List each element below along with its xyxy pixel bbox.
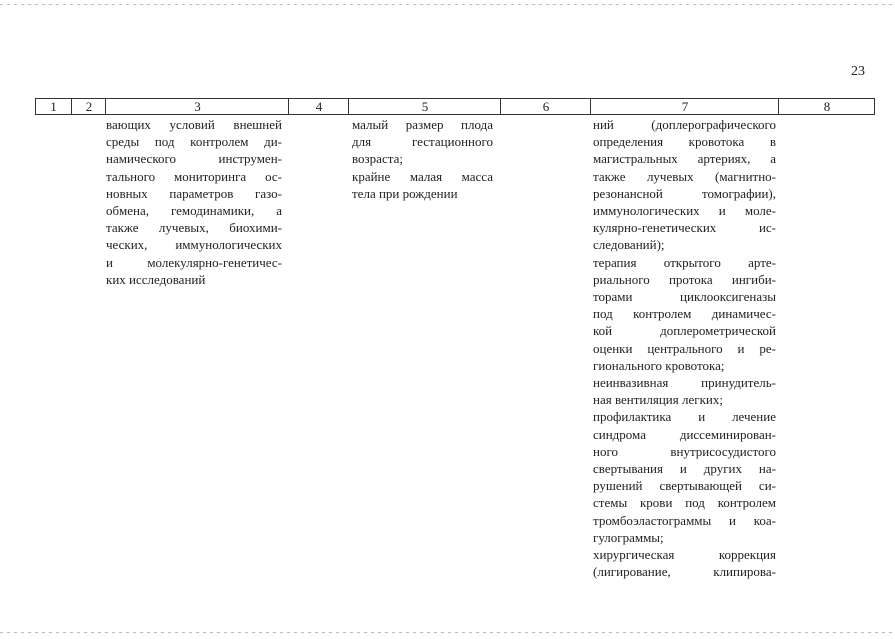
text-line: для гестационного: [352, 134, 493, 150]
scan-edge-top: [0, 4, 895, 5]
column-7-text: [593, 116, 776, 580]
text-line: среды под контролем ди-: [106, 134, 282, 150]
text-line: хирургическая коррекция: [593, 547, 776, 563]
text-line: обмена, гемодинамики, а: [106, 203, 282, 219]
text-line: вающих условий внешней: [106, 117, 282, 132]
text-line: ческих, иммунологических: [106, 237, 282, 253]
text-line: (лигирование, клипирова-: [593, 564, 776, 580]
text-line: синдрома диссеминирован-: [593, 426, 776, 442]
text-line: ний (доплерографического: [593, 117, 776, 132]
text-line: и молекулярно-генетичес-: [106, 254, 282, 270]
table-header-row: [35, 98, 875, 115]
text-line: гионального кровотока;: [593, 357, 725, 373]
column-5-text: [352, 116, 493, 202]
text-line: торами циклооксигеназы: [593, 289, 776, 305]
text-line: оценки центрального и ре-: [593, 340, 776, 356]
text-line: тромбоэластограммы и коа-: [593, 512, 776, 528]
continuation-table: [35, 98, 875, 598]
header-cell-2: 2: [71, 99, 106, 114]
text-line: ких исследований: [106, 271, 206, 287]
header-cell-3: 3: [105, 99, 289, 114]
header-cell-8: 8: [778, 99, 875, 114]
text-line: гулограммы;: [593, 529, 664, 545]
text-line: рушений свертывающей си-: [593, 478, 776, 494]
text-line: под контролем динамичес-: [593, 306, 776, 322]
text-line: резонансной томографии),: [593, 185, 776, 201]
text-line: иммунологических и моле-: [593, 203, 776, 219]
text-line: магистральных артериях, а: [593, 151, 776, 167]
text-line: тела при рождении: [352, 185, 458, 201]
text-line: ного внутрисосудистого: [593, 443, 776, 459]
text-line: профилактика и лечение: [593, 409, 776, 425]
text-line: малый размер плода: [352, 117, 493, 132]
header-cell-1: 1: [50, 99, 57, 114]
text-line: ная вентиляция легких;: [593, 392, 723, 408]
text-line: намического инструмен-: [106, 151, 282, 167]
header-cell-6: 6: [500, 99, 591, 114]
text-line: новных параметров газо-: [106, 185, 282, 201]
text-line: также лучевых, биохими-: [106, 220, 282, 236]
text-line: свертывания и других на-: [593, 461, 776, 477]
text-line: тального мониторинга ос-: [106, 168, 282, 184]
text-line: кулярно-генетических ис-: [593, 220, 776, 236]
header-cell-4: 4: [288, 99, 349, 114]
header-cell-5: 5: [348, 99, 501, 114]
column-3-text: [106, 116, 282, 288]
header-cell-7: 7: [590, 99, 779, 114]
text-line: возраста;: [352, 151, 403, 167]
text-line: терапия открытого арте-: [593, 254, 776, 270]
text-line: кой доплерометрической: [593, 323, 776, 339]
text-line: стемы крови под контролем: [593, 495, 776, 511]
text-line: крайне малая масса: [352, 168, 493, 184]
text-line: также лучевых (магнитно-: [593, 168, 776, 184]
page-number: 23: [851, 64, 865, 79]
text-line: определения кровотока в: [593, 134, 776, 150]
text-line: неинвазивная принудитель-: [593, 375, 776, 391]
scan-edge-bottom: [0, 632, 895, 633]
text-line: следований);: [593, 237, 665, 253]
text-line: риального протока ингиби-: [593, 271, 776, 287]
